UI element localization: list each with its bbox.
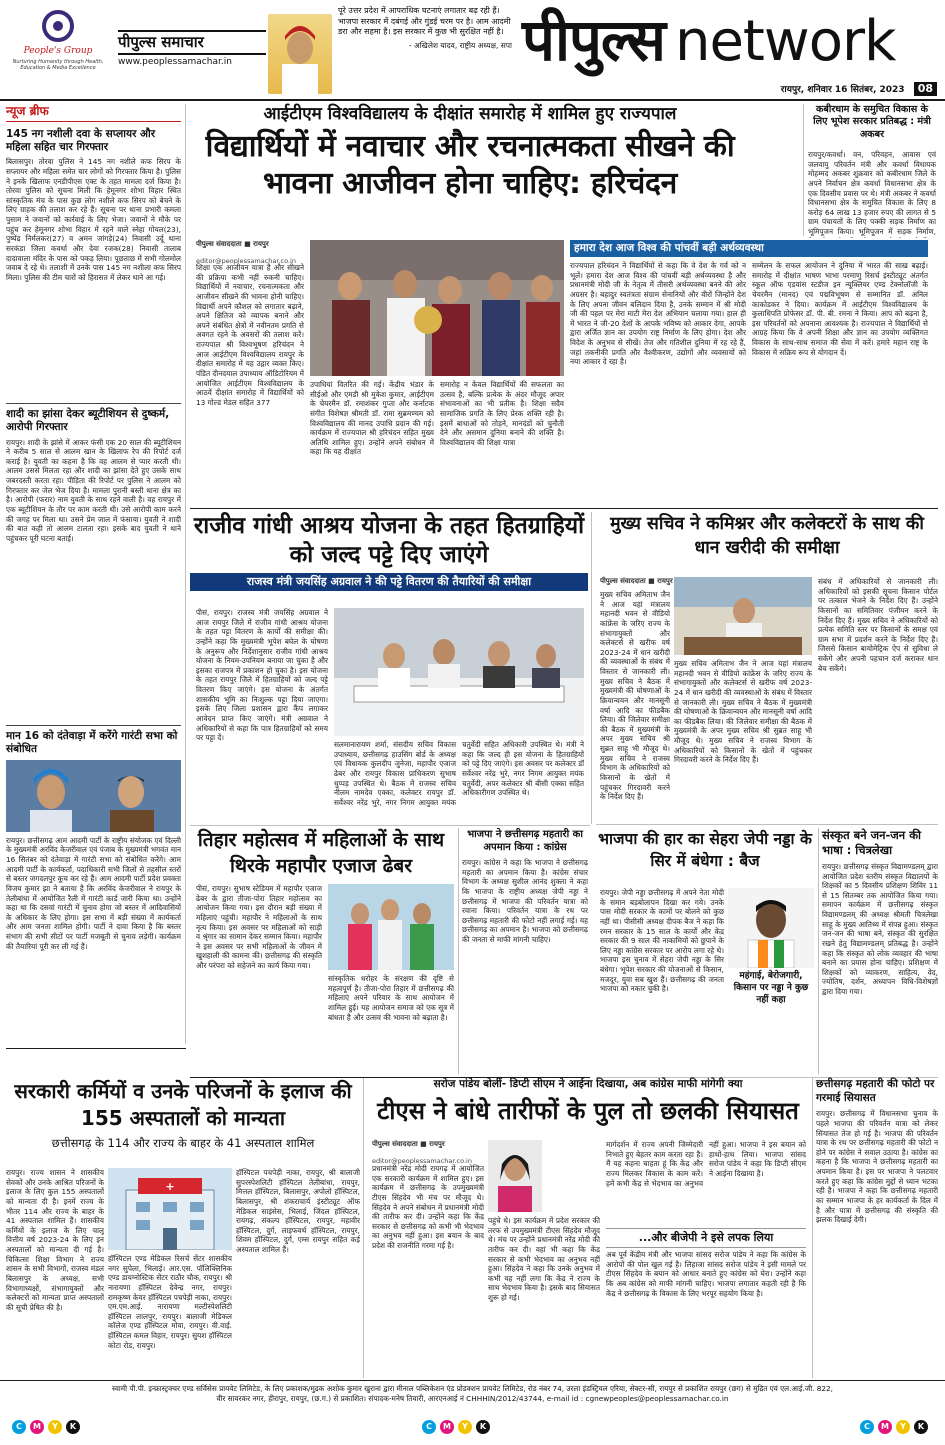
bjp-photo	[728, 888, 814, 968]
portrait-icon	[268, 14, 332, 94]
rajiv-photo	[334, 608, 584, 736]
rajiv-body-1: पीसं, रायपुर। राजस्व मंत्री जयसिंह अग्रवाल ने आज रायपुर जिले में राजीव गांधी आश्रय योजना के तहत पट्टा वितरण के कार्यों की समीक्षा की। उन्होंने कहा कि मुख्यमंत्री भूपेश बघेल के घोषणा के अनुरूप और निर्देशानुसार राजीव गांधी आश्रय योजना के नियम-उपनियम बनाया जा चुका है और इसका राजपत्र में प्रकाशन हो चुका है। इस योजना के तहत रायपुर जिले में हितग्राहियों को जल्द पट्टे वितरण किए जाएंगे। इस योजना के अंतर्गत शासकीय भूमि का निःशुल्क पट्टा दिया जाएगा। इसके लिए जिला प्रशासन द्वारा कैंप लगाकर आवेदन प्राप्त किए जाएंगे। मंत्री अग्रवाल ने अधिकारियों से कहा कि पात्र हितग्राहियों को समय पर पट्टा दें।	[196, 608, 328, 743]
section-news-brief: न्यूज ब्रीफ	[6, 104, 181, 122]
cmyk-right: C M Y K	[858, 1420, 930, 1434]
ts-byline: पीपुल्स संवाददाता ■ रायपुर editor@peoplessamachar.co.in	[372, 1140, 472, 1165]
health-body-2: हॉस्पिटल एण्ड मेडिकल रिसर्च सेंटर शासकीय नगर सुपेला, भिलाई। आर.एस. पॉलिक्लिनिक एण्ड डायग्नोस्टिक सेंटर राठौर चौक, रायपुर। श्री नारायणा हॉस्पिटल देवेन्द्र नगर, रायपुर। रामकृष्ण केयर हॉस्पिटल पचपेड़ी नाका, रायपुर। एम.एम.आई. नारायणा मल्टीस्पेशलिटी हॉस्पिटल लालपुर, रायपुर। बालाजी मेडिकल कॉलेज एण्ड हॉस्पिटल मोवा, रायपुर। वी.वाई. हॉस्पिटल कमल विहार, रायपुर। सुयश हॉस्पिटल कोटा रोड, रायपुर।	[108, 1254, 232, 1350]
cs-headline: मुख्य सचिव ने कमिश्नर और कलेक्टरों के साथ की धान खरीदी की समीक्षा	[610, 514, 924, 559]
right-story-body: रायपुर/कवर्धा। वन, परिवहन, आवास एवं जलवायु परिवर्तन मंत्री और कवर्धा विधायक मोहम्मद अकबर शुक्रवार को कबीरधाम जिले के अपने निर्वाचन क्षेत्र कवर्धा विधानसभा क्षेत्र के एक दिवसीय प्रवास पर थे। मंत्री अकबर ने कवर्धा विधानसभा क्षेत्र के समुचित विकास के लिए 8 करोड़ 64 लाख 13 हजार रुपए की लागत से 5 ग्राम पंचायतों के लिए पक्की सड़क निर्माण का भूमिपूजन किया। भूमिपूजन में सड़क निर्माण,	[808, 150, 936, 236]
health-headline: सरकारी कर्मियों व उनके परिजनों के इलाज की 155 अस्पतालों को मान्यता	[14, 1079, 352, 1130]
bjp-photo-caption: महंगाई, बेरोजगारी, किसान पर नड्डा ने कुछ नहीं कहा	[733, 971, 809, 1006]
cs-story	[596, 512, 938, 576]
footer-imprint: स्वामी पी.पी. इन्फ्रास्ट्रक्चर एण्ड सर्विसेस प्रायवेट लिमिटेड, के लिए प्रकाशक/मुद्रक अशोक कुमार खुराना द्वारा मीनाल पब्लिकेशन एंड प्रोडक्शन प्रायवेट लिमिटेड, रोड नंबर 74, उरला इंडस्ट्रियल एरिया, सेक्टर-सी, रायपुर से प्रकाशित रायपुर (छग) से मुद्रित एवं एल.आई.जी. 822, वीर सावरकर नगर, हीरापुर, रायपुर, (छ.ग.) से प्रकाशित। संपादक-मनेष तिवारी, आरएनआई नं CHHHIN/2012/43744, e-mail id : cgnewpeoples@peoplessamachar.co.in	[112, 1384, 833, 1404]
masthead-title	[522, 4, 937, 84]
group-logo	[8, 8, 108, 90]
quote-box	[338, 6, 512, 94]
lead-body-1: शिक्षा एक आजीवन यात्रा है और सीखने की प्रक्रिया कभी नहीं रुकनी चाहिए। विद्यार्थियों में नवाचार, रचनात्मकता और आजीवन सीखने की भावना होनी चाहिए। विद्यार्थी अपने कौशल को लगातार बढ़ाने, अपने क्षितिज को व्यापक बनाने और अपने संबंधित क्षेत्रों में नवीनतम प्रगति से अवगत रहने के अवसरों की तलाश करें। राज्यपाल श्री विश्वभूषण हरिचंदन ने आज आईटीएम विश्वविद्यालय रायपुर के दीक्षांत समारोह में यह उद्गार व्यक्त किए। पंडित दीनदयाल उपाध्याय ऑडिटोरियम में आयोजित आईटीएम विश्वविद्यालय के आठवें दीक्षांत समारोह में विद्यार्थियों को 13 गोल्ड मेडल सहित 377	[196, 263, 304, 407]
brief-3-body: रायपुर। छत्तीसगढ़ आम आदमी पार्टी के राष्ट्रीय संयोजक एवं दिल्ली के मुख्यमंत्री अरविंद केजरीवाल एवं पंजाब के मुख्यमंत्री भगवंत मान 16 सितंबर को दंतेवाड़ा में गारंटी सभा को संबोधित करेंगे। आम आदमी पार्टी के कार्यकर्ता, पदाधिकारी सभी जिलों से तहसील स्तरों से बस्तर जगदलपुर कूच कर रहे हैं। आम आदमी पार्टी प्रदेश प्रवक्ता विजय कुमार झा ने बताया है कि अरविंद केजरीवाल ने रायपुर के तेलीबांधा में आयोजित रैली में गारंटी कार्ड जारी किया था। उन्होंने कहा था कि दसवां गारंटी में चुनाव होगा जो बस्तर में आदिवासियों के अधिकार के लिए होगा। इस सभा में बड़ी संख्या में कार्यकर्ता और आम जनता शामिल होगी। पार्टी ने दावा किया है कि बस्तर संभाग की सभी सीटों पर पार्टी मजबूती से चुनाव लड़ेगी। कार्यक्रम की तैयारियां पूरी कर ली गई हैं।	[6, 835, 181, 951]
mahtari-story	[816, 1078, 938, 1378]
group-name: People's Group	[23, 46, 93, 56]
tihar-photo	[328, 884, 454, 970]
congress-story	[462, 828, 588, 1074]
congress-body: रायपुर। कांग्रेस ने कहा कि भाजपा ने छत्तीसगढ़ महतारी का अपमान किया है। कांग्रेस संचार विभाग के अध्यक्ष सुशील आनंद शुक्ला ने कहा कि भाजपा के राष्ट्रीय अध्यक्ष जेपी नड्डा ने छत्तीसगढ़ में भाजपा की परिवर्तन यात्रा को रवाना किया। परिवर्तन यात्रा के रथ पर छत्तीसगढ़ महतारी की फोटो नहीं लगाई गई। यह छत्तीसगढ़ का अपमान है। भाजपा को छत्तीसगढ़ की जनता से माफी मांगनी चाहिए।	[462, 858, 588, 944]
mahtari-headline: छत्तीसगढ़ महतारी की फोटो पर गरमाई सियासत	[816, 1078, 935, 1104]
rajiv-headline: राजीव गांधी आश्रय योजना के तहत हितग्राहियों को जल्द पट्टे दिए जाएंगे	[193, 513, 585, 569]
ts-body-3: मार्गदर्शन में राज्य अपनी जिम्मेदारी निभाते हुए बेहतर काम करता रहा है। मैं यह कहना चाहता हूं कि केंद्र और राज्य मिलकर विकास के काम करें। हमें कभी केंद्र से भेदभाव का अनुभव नहीं हुआ। भाजपा ने इस बयान को हाथों-हाथ लिया। भाजपा सांसद सरोज पांडेय ने कहा कि डिप्टी सीएम ने आईना दिखाया है।	[606, 1140, 806, 1188]
convocation-photo-icon	[310, 240, 564, 376]
brief-3-headline: मान 16 को दंतेवाड़ा में करेंगे गारंटी सभा को संबोधित	[6, 729, 178, 755]
health-deck: छत्तीसगढ़ के 114 और राज्य के बाहर के 41 अस्पताल शामिल	[51, 1136, 315, 1150]
quote-author: - अखिलेश यादव, राष्ट्रीय अध्यक्ष, सपा	[408, 40, 512, 50]
meeting-photo-icon	[334, 608, 584, 736]
page-number: 08	[914, 82, 937, 96]
video-conference-photo-icon	[674, 577, 812, 655]
masthead	[0, 0, 945, 100]
svg-text:+: +	[165, 1180, 175, 1193]
festival-dance-photo-icon	[328, 884, 454, 970]
cs-body: मुख्य सचिव अमिताभ जैन ने आज यहां मंत्रालय महानदी भवन से वीडियो कांफ्रेंस के जरिए राज्य के संभागायुक्तों और कलेक्टर्स से खरीफ वर्ष 2023-24 में धान खरीदी की व्यवस्थाओं के संबंध में विस्तार से जानकारी ली। मुख्य सचिव ने बैठक में मुख्यमंत्री की घोषणाओं के क्रियान्वयन और मानसूनी वर्षा आदि का फीडबैक लिया। की जिलेवार समीक्षा की बैठक में मुख्यमंत्री के अपर मुख्य सचिव श्री सुब्रत साहू भी मौजूद थे। मुख्य सचिव ने राजस्व विभाग के अधिकारियों को किसानों के खेतों में पहुंचकर गिरदावरी करने के निर्देश दिए हैं।	[600, 590, 670, 802]
tihar-body: पीसं, रायपुर। सुभाष स्टेडियम में महापौर एजाज ढेबर के द्वारा तीजा-पोरा तिहार महोत्सव का आयोजन किया गया। इस दौरान बड़ी संख्या में महिलाएं पहुंची। महापौर ने महिलाओं के साथ नृत्य किया। इस अवसर पर महिलाओं को साड़ी व श्रृंगार का सामान देकर सम्मान किया। महापौर ने इस अवसर पर सभी महिलाओं के जीवन में खुशहाली की कामना की। छत्तीसगढ़ की संस्कृति और परंपरा को सहेजने का कार्य किया गया।	[196, 884, 322, 970]
cmyk-center: C M Y K	[420, 1420, 492, 1434]
footer-cmyk-bar	[0, 1418, 945, 1440]
right-story-headline: कबीरधाम के समुचित विकास के लिए भूपेश सरकार प्रतिबद्ध : मंत्री अकबर	[813, 104, 931, 140]
ts-body-2: पहुंचे थे। इस कार्यक्रम में प्रदेश सरकार की तरफ से उपमुख्यमंत्री टीएस सिंहदेव मौजूद थे। मंच पर उन्होंने प्रधानमंत्री नरेंद्र मोदी की तारीफ कर दी। वहां भी कहा कि केंद्र सरकार से कभी भेदभाव का अनुभव नहीं हुआ। सिंहदेव ने कहा कि उनके अनुभव में कभी यह नहीं लगा कि केंद्र ने राज्य के साथ भेदभाव किया है। इसके बाद सियासत शुरू हो गई।	[488, 1216, 600, 1302]
dateline: रायपुर, शनिवार 16 सितंबर, 2023	[780, 85, 905, 95]
group-logo-icon	[40, 8, 76, 44]
bjp-headline: भाजपा की हार का सेहरा जेपी नड्डा के सिर में बंधेगा : बैज	[598, 830, 812, 871]
health-body: रायपुर। राज्य शासन ने शासकीय सेवकों और उनके आश्रित परिजनों के इलाज के लिए कुल 155 अस्पतालों को मान्यता दी है। इनमें राज्य के भीतर 114 और राज्य के बाहर के 41 अस्पताल शामिल हैं। शासकीय कर्मियों के इलाज के लिए चालू वित्तीय वर्ष 2023-24 के लिए इन अस्पतालों को मान्यता दी गई है। चिकित्सा शिक्षा विभाग ने राज्य शासन के सभी विभागों, राजस्व मंडल बिलासपुर के अध्यक्ष, सभी विभागाध्यक्षों, संभागायुक्तों और कलेक्टरों को मान्यता प्राप्त अस्पतालों की सूची प्रेषित की है।	[6, 1168, 104, 1312]
lead-body-4: सम्मेलन के सफल आयोजन ने दुनिया में भारत की साख बढ़ाई। समारोह में दीक्षांत भाषण भाभा परमाणु रिसर्च इंस्टीट्यूट अंतर्गत स्कूल ऑफ एडवांस स्टडीज इन न्यूक्लियर एण्ड टेक्नोलॉजी के चेयरमैन (मानद) एवं पद्मविभूषण से सम्मानित डॉ. अनिल काकोडकर ने दिया। कार्यक्रम में आईटीएम विश्वविद्यालय के कुलाधिपति प्रोफेसर डॉ. पी. बी. रमना ने किया। आप को बढ़ना है, इस परिवर्तनों को अपनाना आवश्यक है। राज्यपाल ने विद्यार्थियों से आग्रह किया कि वे अपनी शिक्षा और ज्ञान का उपयोग व्यक्तिगत विकास के साथ-साथ समाज की सेवा में करें। हमारे महान राष्ट्र के विकास में सक्रिय रूप से योगदान दें।	[752, 261, 928, 357]
lead-kicker: आईटीएम विश्वविद्यालय के दीक्षांत समारोह में शामिल हुए राज्यपाल	[263, 104, 677, 124]
tihar-body-2: सांस्कृतिक धरोहर के संरक्षण की दृष्टि से महत्वपूर्ण है। तीजा-पोरा तिहार में छत्तीसगढ़ की महिलाएं अपने परिवार के साथ आयोजन में शामिल हुई। यह आयोजन समाज को एक सूत्र में बांधता है और उत्सव की भावना को बढ़ाता है।	[328, 974, 454, 1022]
brief-2-body: रायपुर। शादी के झांसे में आकर फंसी एक 20 साल की ब्यूटीशियन ने करीब 5 साल से आलम खान के खिलाफ रेप की रिपोर्ट दर्ज कराई है। युवती का कहना है कि वह आलम से प्यार करती थी। आलम उससे मिलता रहा और शादी का झांसा देते हुए उसके साथ जबरदस्ती करता रहा। पीड़िता की रिपोर्ट पर पुलिस ने आलम को गिरफ्तार कर जेल भेज दिया है। मामला पुरानी बस्ती थाना क्षेत्र का है। आरोपी (फरार) नाम युवती के साथ रहने वाली है। वह रायपुर में एक ब्यूटीशियन के तौर पर काम करती थी। उसे आरोपी काम करने की जगह पर मिला था। उसने प्रेम जाल में फंसाया। युवती ने शादी की बात कही तो आलम टालता रहा। इसके बाद युवती ने थाने पहुंचकर पूरी घटना बताई।	[6, 437, 181, 543]
ts-body-4: अब पूर्व केंद्रीय मंत्री और भाजपा सांसद सरोज पांडेय ने कहा कि कांग्रेस के आरोपों की पोल खुल गई है। लिहाजा सांसद सरोज पांडेय ने इसी मामले पर टीएस सिंहदेव के बयान को आधार बनाते हुए कांग्रेस को घेरा। उन्होंने कहा कि अब कांग्रेस को माफी मांगनी चाहिए। भाजपा लगातार कहती रही है कि केंद्र ने छत्तीसगढ़ के विकास के लिए भरपूर सहयोग किया है।	[606, 1250, 806, 1298]
cmyk-k: K	[66, 1420, 80, 1434]
brief-2-headline: शादी का झांसा देकर ब्यूटीशियन से दुष्कर्म, आरोपी गिरफ्तार	[6, 408, 170, 434]
lead-body-2: समारोह न केवल विद्यार्थियों की सफलता का उत्सव है, बल्कि प्रत्येक के अंदर मौजूद अपार संभावनाओं का भी प्रतीक है। शिक्षा सदैव सामाजिक प्रगति के लिए प्रेरक शक्ति रही है। इसमें बाधाओं को तोड़ने, मानदंडों को चुनौती देने और असमान दुनिया बनाने की शक्ति है। विश्वविद्यालय की शिक्षा यात्रा	[440, 380, 564, 447]
health-story	[6, 1078, 360, 1164]
ts-kicker: सरोज पांडेय बोलीं- डिप्टी सीएम ने आईना दिखाया, अब कांग्रेस माफी मांगेगी क्या	[433, 1078, 743, 1090]
brief-3-photo	[6, 760, 181, 832]
cs-photo	[674, 577, 812, 655]
lead-email[interactable]: editor@peoplessamachar.co.in	[196, 256, 296, 265]
tihar-headline: तिहार महोत्सव में महिलाओं के साथ थिरके महापौर एजाज ढेबर	[197, 829, 445, 877]
bjp-body: रायपुर। जेपी नड्डा छत्तीसगढ़ में अपने नेता मोदी के समान बड़बोलापन दिखा कर गये। उनके पास मोदी सरकार के कामों पर बोलने को कुछ नहीं था। पीसीसी अध्यक्ष दीपक बैज ने कहा कि रमन सरकार के 15 साल के कार्यों और केंद्र सरकार की 9 साल की नाकामियों को छुपाने के लिए नड्डा कांग्रेस सरकार पर आरोप लगा रहे थे। भाजपा इस चुनाव में सेहरा जेपी नड्डा के सिर बंधेगा। भूपेश सरकार की योजनाओं से किसान, मजदूर, युवा सब खुश हैं। छत्तीसगढ़ की जनता भाजपा को नकार चुकी है।	[600, 888, 724, 994]
lead-body-3: राज्यपाल हरिचंदन ने विद्यार्थियों से कहा कि वे देश के गर्व को न भूलें। हमारा देश आज विश्व की पांचवीं बड़ी अर्थव्यवस्था है और प्रधानमंत्री मोदी जी के नेतृत्व में तीसरी अर्थव्यवस्था बनने की ओर अग्रसर है। बहादुर स्वतंत्रता संग्राम सेनानियों और वीरों जिन्होंने देश के लिए अपना जीवन बलिदान दिया है, उनके सम्मान में श्री मोदी जी की पहल पर मेरा माटी मेरा देश अभियान चलाया गया। हाल ही में भारत ने जी-20 देशों के आपके भविष्य को आकार देगा, आपके द्वारा अर्जित ज्ञान का उपयोग राष्ट्र निर्माण के लिए होगा। देश और विदेश के अनुभव से सीखें। तेज और गतिशील दुनिया में रह रहे हैं, जहां तकनीकी प्रगति और वैश्वीकरण, उद्योगों और व्यवसायों को नया आकार दे रहा है।	[570, 261, 746, 367]
sanskrit-headline: संस्कृत बने जन-जन की भाषा : चित्रलेखा	[822, 828, 922, 857]
rajiv-body-2: सलमानारायण शर्मा, संसदीय सचिव विकास उपाध्याय, छत्तीसगढ़ हाउसिंग बोर्ड के अध्यक्ष एवं विधायक कुलदीप जुनेजा, महापौर एजाज ढेबर और रायपुर विकास प्राधिकरण सुभाष धुप्पड़ उपस्थित थे। बैठक में राजस्व सचिव नीलम नामदेव एक्का, कलेक्टर रायपुर डॉ. सर्वेश्वर नरेंद्र भुरे, नगर निगम आयुक्त मयंक चतुर्वेदी सहित अधिकारी उपस्थित थे। मंत्री ने कहा कि जल्द ही इस योजना के हितग्राहियों को पट्टे दिए जाएंगे। इस अवसर पर कलेक्टर डॉ सर्वेश्वर नरेंद्र भुरे, नगर निगम आयुक्त मयंक चतुर्वेदी, अपर कलेक्टर श्री बीसी एक्का सहित अधिकारीगण उपस्थित थे।	[334, 740, 584, 807]
ts-body-1: प्रधानमंत्री नरेंद्र मोदी रायगढ़ में आयोजित एक सरकारी कार्यक्रम में शामिल हुए। इस कार्यक्रम में छत्तीसगढ़ के उपमुख्यमंत्री टीएस सिंहदेव भी मंच पर मौजूद थे। सिंहदेव ने अपने संबोधन में प्रधानमंत्री मोदी की तारीफ कर दी। उन्होंने कहा कि केंद्र सरकार से छत्तीसगढ़ को कभी भी भेदभाव का अनुभव नहीं हुआ। इस बयान के बाद प्रदेश की राजनीति गरमा गई है।	[372, 1164, 484, 1250]
quote-portrait	[268, 14, 332, 94]
lead-byline-text: पीपुल्स संवाददाता ■ रायपुर	[196, 240, 269, 248]
deepak-baij-photo-icon	[728, 888, 814, 968]
cmyk-c: C	[12, 1420, 26, 1434]
tihar-story	[190, 828, 452, 884]
sanskrit-body: रायपुर। छत्तीसगढ़ संस्कृत विद्यामण्डलम् द्वारा आयोजित प्रदेश स्तरीय संस्कृत विद्यालयों के शिक्षकों का 5 दिवसीय प्रशिक्षण शिविर 11 से 15 सितम्बर तक आयोजित किया गया। समापन कार्यक्रम में छत्तीसगढ़ संस्कृत विद्यामण्डलम् की अध्यक्ष श्रीमती चित्रलेखा साहू के मुख्य आतिथ्य में संपन्न हुआ। संस्कृत जन-जन की भाषा बने, संस्कृत की सुरक्षित रखने हेतु विद्यामण्डलम् प्रतिबद्ध है। उन्होंने कहा कि संस्कृत को लोक व्यवहार की भाषा बनाने का प्रयास होना चाहिए। प्रशिक्षण में शिक्षकों को व्याकरण, साहित्य, वेद, ज्योतिष, दर्शन, अध्यापन विधि-विशेषज्ञों द्वारा दिया गया।	[822, 861, 938, 996]
lead-photo	[310, 240, 564, 376]
cs-body-mid: मुख्य सचिव अमिताभ जैन ने आज यहां मंत्रालय महानदी भवन से वीडियो कांफ्रेंस के जरिए राज्य के संभागायुक्तों और कलेक्टर्स से खरीफ वर्ष 2023-24 में धान खरीदी की व्यवस्थाओं के संबंध में विस्तार से जानकारी ली। मुख्य सचिव ने बैठक में मुख्यमंत्री की घोषणाओं के क्रियान्वयन और मानसूनी वर्षा आदि का फीडबैक लिया। की जिलेवार समीक्षा की बैठक में मुख्यमंत्री के अपर मुख्य सचिव श्री सुब्रत साहू भी मौजूद थे। मुख्य सचिव ने राजस्व विभाग के अधिकारियों को किसानों के खेतों में पहुंचकर गिरदावरी करने के निर्देश दिए हैं।	[674, 659, 812, 765]
health-body-3: हॉस्पिटल पचपेड़ी नाका, रायपुर, श्री बालाजी सुपरस्पेशलिटी हॉस्पिटल तेलीबांधा, रायपुर, मित्तल हॉस्पिटल, बिलासपुर, अपोलो हॉस्पिटल, बिलासपुर, श्री शंकराचार्य इंस्टीट्यूट ऑफ मेडिकल साइंसेस, भिलाई, जिंदल हॉस्पिटल, रायगढ़, संकल्प हॉस्पिटल, रायपुर, महावीर हॉस्पिटल, दुर्ग, लाइफवर्थ हॉस्पिटल, रायपुर, शिवम हॉस्पिटल, दुर्ग, एम्स रायपुर सहित कई अस्पताल शामिल हैं।	[236, 1168, 360, 1254]
rajiv-deck: राजस्व मंत्री जयसिंह अग्रवाल ने की पट्टे वितरण की तैयारियों की समीक्षा	[190, 573, 588, 591]
website[interactable]: www.peoplessamachar.in	[118, 56, 232, 67]
cmyk-y: Y	[48, 1420, 62, 1434]
sanskrit-story	[822, 828, 938, 1074]
brand-small: पीपुल्स समाचार www.peoplessamachar.in	[118, 30, 266, 68]
brief-1-body: बिलासपुर। तोरवा पुलिस ने 145 नग नशीले कफ सिरप के सप्लायर और महिला समेत चार लोगों को गिरफ्तार किया है। पुलिस ने इनके खिलाफ एनडीपीएस एक्ट के तहत मामला दर्ज किया है। तोरवा पुलिस को सूचना मिली कि हेमूनगर शोभा विहार स्थित सांस्कृतिक मंच के पास कुछ लोग नशीले कफ सिरप को बेचने के लिए ग्राहक की तलाश कर रहे हैं। सूचना पर थाना प्रभारी कमला पुसाम ने जवानों को कार्रवाई के लिए भेजा। जवानों ने मौके पर पहुंच कर हेमूनगर शोभा विहार में रहने वाले स्नेहा गोयल(23), पुष्पेंद्र निर्मलकर(27) व अमन जांगड़े(24) निवासी उर्दू थाना सरकंडा जिला कवर्धा और देवा रजक(28) निवासी तालाब दादावाला मंदिर के पास को पकड़ लिया। पूछताछ में सभी गोलमोल जवाब दे रहे थे। तलाशी में उनके पास 145 नग नशीला कफ सिरप मिला। पुलिस की टीम चारों को हिरासत में लेकर थाने आ गई।	[6, 157, 181, 282]
ts-subhead: ...और बीजेपी ने इसे लपक लिया	[606, 1228, 806, 1248]
lead-headline: विद्यार्थियों में नवाचार और रचनात्मकता सीखने की भावना आजीवन होना चाहिए: हरिचंदन	[205, 129, 735, 201]
saroj-pandey-photo-icon	[488, 1140, 542, 1212]
ts-photo	[488, 1140, 542, 1212]
dateline-bar	[640, 82, 937, 98]
hospital-photo-icon	[108, 1168, 232, 1250]
cmyk-left	[10, 1420, 82, 1434]
title-en: network	[674, 9, 896, 74]
lead-sub-band: हमारा देश आज विश्व की पांचवीं बड़ी अर्थव्यवस्था	[570, 240, 928, 257]
title-hindi: पीपुल्स	[522, 6, 665, 74]
congress-headline: भाजपा ने छत्तीसगढ़ महतारी का अपमान किया : कांग्रेस	[467, 829, 583, 853]
lead-caption-col: उपाधियां वितरित की गई। केंद्रीय भंडार के सीईओ और एमडी श्री मुकेश कुमार, आईटीएम के चेयरमैन डॉ. रमाशंकर गुप्ता और कर्नाटक संगीत विशेषज्ञ श्रीमती डॉ. रामा सुब्रमण्यम को विश्वविद्यालय की मानद उपाधि प्रदान की गई। कार्यक्रम में राज्यपाल श्री हरिचंदन सहित मुख्य अतिथि शामिल हुए। उन्होंने अपने संबोधन में कहा कि यह दीक्षांत	[310, 380, 434, 457]
mahtari-body: रायपुर। छत्तीसगढ़ में विधानसभा चुनाव के पहले भाजपा की परिवर्तन यात्रा को लेकर सियासत तेज हो गई है। भाजपा की परिवर्तन यात्रा के रथ पर छत्तीसगढ़ महतारी की फोटो न होने पर कांग्रेस ने सवाल उठाया है। कांग्रेस का कहना है कि भाजपा ने छत्तीसगढ़ महतारी का अपमान किया है। इस पर भाजपा ने पलटवार करते हुए कहा कि कांग्रेस मुद्दों से ध्यान भटका रही है। भाजपा ने कहा कि छत्तीसगढ़ महतारी का सम्मान भाजपा के हर कार्यकर्ता के दिल में है और यात्रा में छत्तीसगढ़ की संस्कृति की झलक दिखाई देगी।	[816, 1109, 938, 1225]
cs-byline: पीपुल्स संवाददाता ■ रायपुर	[600, 577, 673, 585]
bjp-story	[596, 828, 814, 880]
health-photo	[108, 1168, 232, 1250]
ts-headline: टीएस ने बांधे तारीफों के पुल तो छलकी सियासत	[377, 1097, 799, 1126]
brief-1-headline: 145 नग नशीली दवा के सप्लायर और महिला सहित चार गिरफ्तार	[6, 128, 156, 154]
quote-text: पूरे उत्तर प्रदेश में आपराधिक घटनाएं लगातार बढ़ रही हैं। भाजपा सरकार में दबंगई और गुंडई चरम पर है। आम आदमी डरा और सहमा है। इस सरकार में कुछ भी सुरक्षित नहीं है।	[338, 6, 511, 37]
cs-body-side: संबंध में अधिकारियों से जानकारी ली। अधिकारियों को इसकी सूचना किसान पोर्टल पर तत्काल भेजने के निर्देश दिए हैं। उन्होंने किसानों का समितिवार पंजीयन करने के निर्देश दिए हैं। मुख्य सचिव ने अधिकारियों को प्रत्येक समिति स्तर पर किसानों के समक्ष एवं ग्राम सभा में प्रदर्शन करने के निर्देश दिए हैं। जिससे किसान बायोमेट्रिक ऐप से सुविधा ले सकेंगे और अपनी पहचान दर्ज कराकर धान बेच सकेंगे।	[818, 577, 938, 673]
left-column	[6, 104, 181, 1044]
group-tagline: Nurturing Humanity through Health, Education & Media Excellence	[12, 59, 104, 72]
cmyk-m: M	[30, 1420, 44, 1434]
ts-story	[368, 1078, 808, 1142]
leaders-photo-icon	[6, 760, 181, 832]
